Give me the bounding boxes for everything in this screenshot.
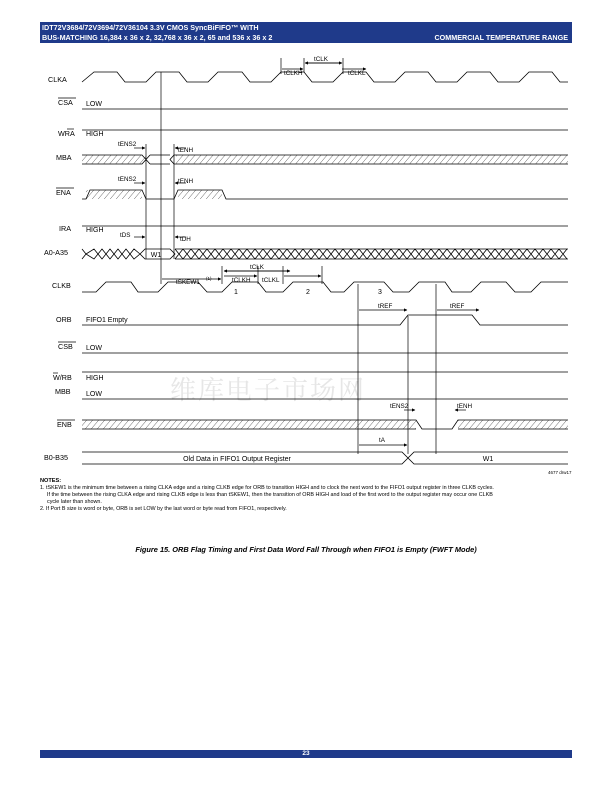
label-mba: MBA [56, 153, 72, 162]
clka-waveform [82, 72, 568, 82]
clkb-cycle-3: 3 [378, 289, 382, 296]
orb-waveform [82, 315, 568, 325]
tdh-label: tDH [180, 236, 191, 243]
tref-label-1: tREF [378, 303, 393, 310]
notes-title: NOTES: [40, 478, 62, 484]
label-clka: CLKA [48, 75, 67, 84]
b-bus-old-data: Old Data in FIFO1 Output Register [183, 456, 291, 463]
a-bus-w1: W1 [150, 252, 162, 259]
mbb-value: LOW [86, 391, 102, 398]
figure-caption: Figure 15. ORB Flag Timing and First Data Word Fall Through when FIFO1 is Empty (FWFT Mode) [135, 545, 477, 554]
csb-value: LOW [86, 345, 102, 352]
label-csb: CSB [58, 342, 73, 351]
header-title-line2: BUS-MATCHING 16,384 x 36 x 2, 32,768 x 36 x 2, 65 and 536 x 36 x 2 [42, 33, 273, 42]
tclk-top-label: tCLK [314, 56, 328, 63]
b-bus-w1: W1 [482, 456, 494, 463]
tclkl-top-label: tCLKL [348, 70, 366, 77]
page-header [40, 22, 572, 43]
ta-label: tA [379, 437, 385, 444]
tclkh-top-label: tCLKH [284, 70, 303, 77]
orb-value: FIFO1 Empty [86, 317, 128, 324]
tens2-enb-label: tENS2 [390, 403, 409, 410]
label-a0-a35: A0-A35 [44, 248, 68, 257]
tenh-mba-label: tENH [178, 147, 194, 154]
ira-value: HIGH [86, 227, 104, 234]
tenh-ena-label: tENH [178, 178, 194, 185]
tclk-bottom-label: tCLK [250, 264, 264, 271]
note-1-continued: If the time between the rising CLKA edge and rising CLKB edge is less than tSKEW1, then the transition of ORB HIGH and load of the first word to the output register may occur one CLKB [47, 492, 493, 498]
label-wrb: W/RB [53, 373, 72, 382]
tens2-ena-label: tENS2 [118, 176, 137, 183]
b-bus-waveform [82, 452, 568, 464]
tskew-label: tSKEW1 [176, 279, 200, 286]
clkb-cycle-1: 1 [234, 289, 238, 296]
wrb-value: HIGH [86, 375, 104, 382]
drawing-id: 4677 drw17 [548, 470, 572, 474]
tskew-note-ref: (1) [206, 276, 212, 281]
label-orb: ORB [56, 315, 72, 324]
label-csa: CSA [58, 98, 73, 107]
timing-diagram [0, 44, 612, 474]
note-1: 1. tSKEW1 is the minimum time between a rising CLKA edge and a rising CLKB edge for ORB to transition HIGH and to clock the next word to the FIFO1 output register in three CLKB cycles. [40, 485, 494, 491]
label-b0-b35: B0-B35 [44, 453, 68, 462]
clkb-waveform [82, 282, 568, 292]
csa-value: LOW [86, 101, 102, 108]
tens2-mba-label: tENS2 [118, 141, 137, 148]
header-title-line1: IDT72V3684/72V3694/72V36104 3.3V CMOS SyncBiFIFO™ WITH [42, 23, 259, 32]
label-wra: WRA [58, 129, 75, 138]
tref-label-2: tREF [450, 303, 465, 310]
label-ena: ENA [56, 188, 71, 197]
label-ira: IRA [59, 224, 71, 233]
notes [40, 478, 580, 513]
header-temperature-range: COMMERCIAL TEMPERATURE RANGE [434, 33, 568, 42]
tclkh-bottom-label: tCLKH [232, 277, 251, 284]
label-mbb: MBB [55, 387, 71, 396]
tenh-enb-label: tENH [457, 403, 473, 410]
label-clkb: CLKB [52, 281, 71, 290]
watermark: 维库电子市场网 [170, 376, 367, 406]
note-2: 2. If Port B size is word or byte, ORB is set LOW by the last word or byte read from FIFO1, respectively. [40, 506, 287, 512]
wra-value: HIGH [86, 131, 104, 138]
clkb-cycle-2: 2 [306, 289, 310, 296]
page-number: 23 [40, 750, 572, 758]
tds-label: tDS [120, 232, 131, 239]
tclkl-bottom-label: tCLKL [262, 277, 280, 284]
note-1-continued-2: cycle later than shown. [47, 499, 102, 505]
label-enb: ENB [57, 420, 72, 429]
